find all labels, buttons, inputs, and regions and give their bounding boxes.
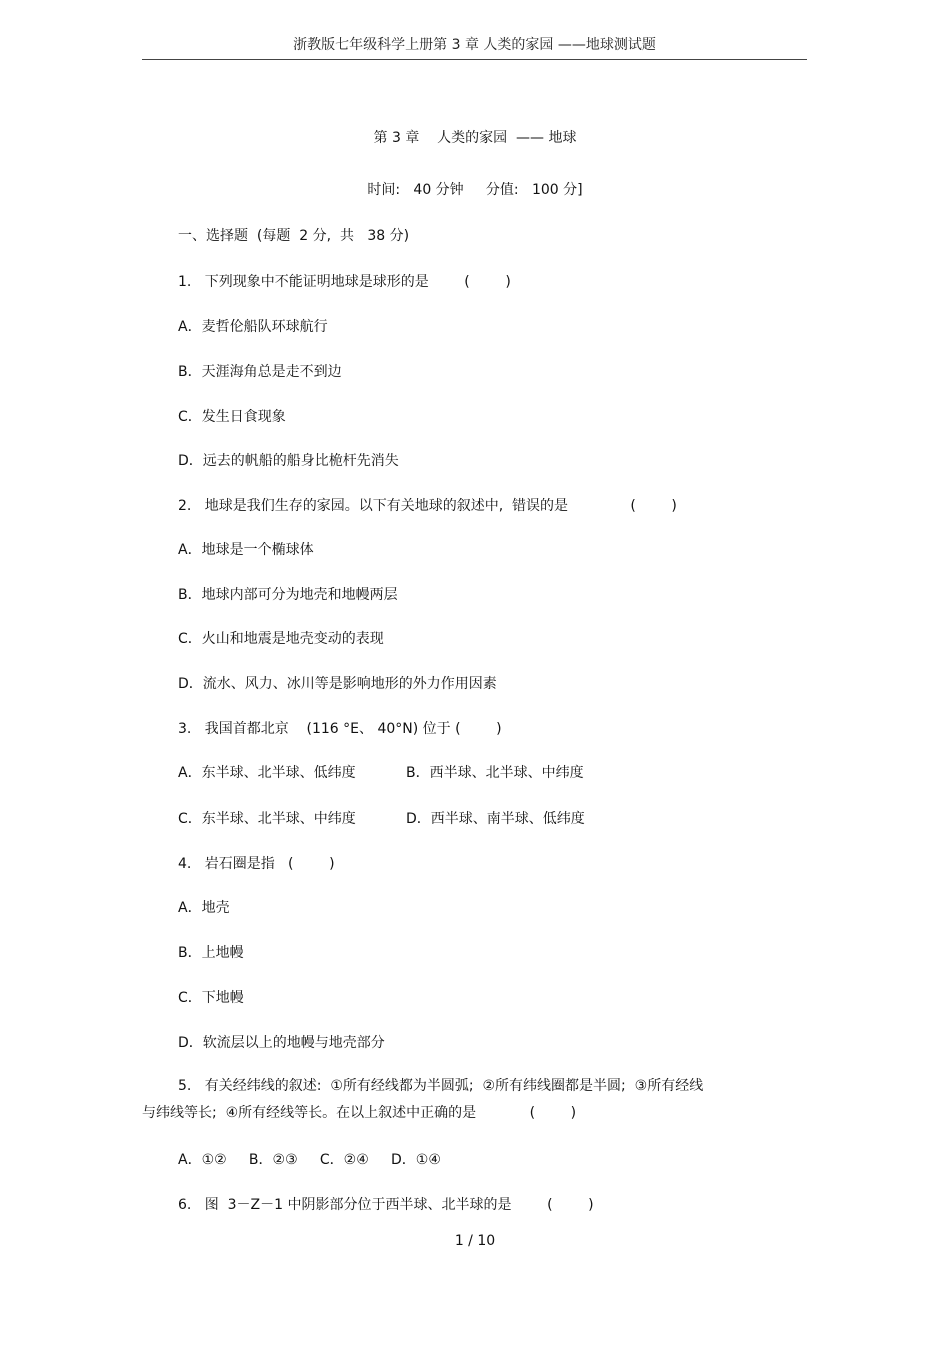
option: B．天涯海角总是走不到边 (178, 364, 342, 380)
option: A．地球是一个椭球体 (178, 542, 314, 558)
option: B．西半球、北半球、中纬度 (406, 765, 584, 781)
option: B．上地幔 (178, 945, 244, 961)
option: A．麦哲伦船队环球航行 (178, 319, 328, 335)
header-rule (142, 59, 807, 60)
option-row: A．①② B．②③ C．②④ D．①④ (178, 1152, 441, 1168)
question-stem: 1. 下列现象中不能证明地球是球形的是 ( ) (178, 274, 511, 290)
option: C．发生日食现象 (178, 409, 286, 425)
option: A．东半球、北半球、低纬度 (178, 765, 356, 781)
question-stem: 4. 岩石圈是指 ( ) (178, 856, 335, 872)
chapter-title: 第 3 章 人类的家园 —— 地球 (373, 130, 577, 146)
option: D．远去的帆船的船身比桅杆先消失 (178, 453, 399, 469)
page-number: 1 / 10 (454, 1233, 496, 1249)
option: B．地球内部可分为地壳和地幔两层 (178, 587, 398, 603)
option: C．下地幔 (178, 990, 244, 1006)
option: C．火山和地震是地壳变动的表现 (178, 631, 384, 647)
question-stem: 3. 我国首都北京 (116 °E、 40°N) 位于 ( ) (178, 721, 502, 737)
running-header: 浙教版七年级科学上册第 3 章 人类的家园 ——地球测试题 (293, 37, 656, 53)
option: A．地壳 (178, 900, 230, 916)
option: D．软流层以上的地幔与地壳部分 (178, 1035, 385, 1051)
question-stem: 5. 有关经纬线的叙述: ①所有经线都为半圆弧; ②所有纬线圈都是半圆; ③所有经线 (178, 1078, 704, 1094)
option: C．东半球、北半球、中纬度 (178, 811, 356, 827)
question-stem: 6. 图 3－Z－1 中阴影部分位于西半球、北半球的是 ( ) (178, 1197, 594, 1213)
section-heading: 一、选择题 (每题 2 分, 共 38 分) (178, 228, 410, 244)
option: D．流水、风力、冰川等是影响地形的外力作用因素 (178, 676, 497, 692)
option: D．西半球、南半球、低纬度 (406, 811, 585, 827)
exam-meta: 时间: 40 分钟 分值: 100 分] (367, 182, 583, 198)
question-stem-continued: 与纬线等长; ④所有经线等长。在以上叙述中正确的是 ( ) (142, 1105, 577, 1121)
question-stem: 2. 地球是我们生存的家园。以下有关地球的叙述中, 错误的是 ( ) (178, 498, 677, 514)
